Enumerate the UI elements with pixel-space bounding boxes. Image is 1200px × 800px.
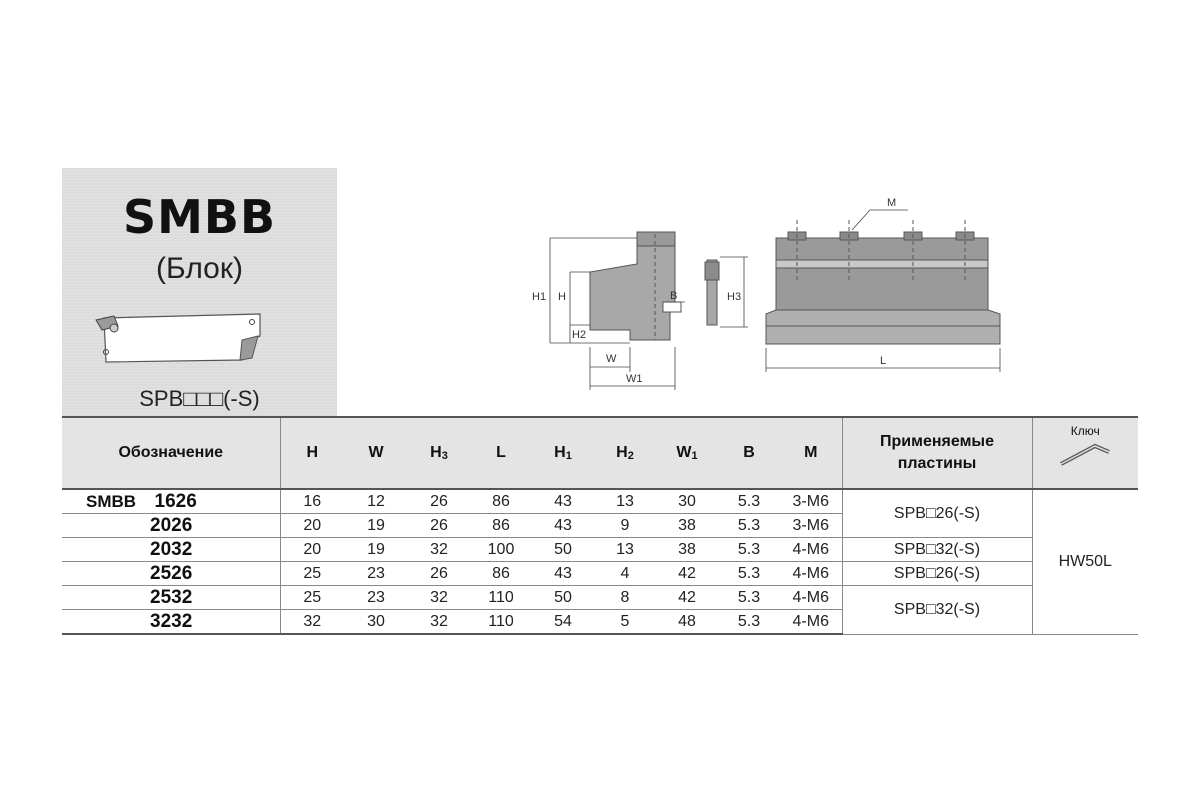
- header-w1: W1: [656, 417, 718, 489]
- brand-label: SMBB: [86, 491, 137, 511]
- label-w: W: [606, 353, 617, 365]
- header-h: H: [280, 417, 344, 489]
- header-l: L: [470, 417, 532, 489]
- model-2026: 2026: [150, 514, 193, 536]
- header-inserts: Применяемые пластины: [842, 417, 1032, 489]
- model-3232: 3232: [150, 610, 193, 632]
- block-technical-drawing: [520, 190, 1020, 390]
- model-2532: 2532: [150, 586, 193, 608]
- front-view: [766, 220, 1000, 344]
- label-h: H: [558, 291, 566, 303]
- header-key: Ключ: [1032, 417, 1138, 489]
- header-h2: H2: [594, 417, 656, 489]
- label-h1: H1: [532, 291, 547, 303]
- model-1626: 1626: [154, 490, 197, 512]
- product-subtitle: (Блок): [156, 252, 243, 285]
- table-row: 2026 20 19 26 86 43 9 38 5.3 3-M6: [62, 514, 1138, 538]
- table-row: 2532 25 23 32 110 50 8 42 5.3 4-M6 SPB□32(-S): [62, 586, 1138, 610]
- inserts-cell: SPB□26(-S): [842, 562, 1032, 586]
- header-h1: H1: [532, 417, 594, 489]
- table-row: 2526 25 23 26 86 43 4 42 5.3 4-M6 SPB□26(-S): [62, 562, 1138, 586]
- insert-caption: SPB□□□(-S): [139, 386, 260, 411]
- table-row: 3232 32 30 32 110 54 5 48 5.3 4-M6: [62, 610, 1138, 635]
- label-l: L: [880, 355, 887, 367]
- table-header-row: [62, 417, 1138, 489]
- inserts-cell: SPB□32(-S): [842, 538, 1032, 562]
- side-view: [590, 232, 681, 340]
- label-h2: H2: [572, 329, 587, 341]
- label-h3: H3: [727, 291, 742, 303]
- specifications-table: [62, 416, 1138, 635]
- header-h3: H3: [408, 417, 470, 489]
- label-b: B: [670, 290, 678, 302]
- table-row: SMBB 1626 16 12 26 86 43 13 30 5.3 3-M6 SPB□26(-S) HW50L: [62, 489, 1138, 514]
- model-2526: 2526: [150, 562, 193, 584]
- model-2032: 2032: [150, 538, 193, 560]
- insert-illustration: [92, 312, 267, 372]
- inserts-cell: SPB□32(-S): [842, 586, 1032, 635]
- header-w: W: [344, 417, 408, 489]
- label-m: M: [887, 197, 897, 209]
- header-b: B: [718, 417, 780, 489]
- header-m: M: [780, 417, 842, 489]
- hex-key-icon: [1055, 438, 1115, 468]
- inserts-cell: SPB□26(-S): [842, 489, 1032, 538]
- header-designation: Обозначение: [62, 417, 280, 489]
- table-row: 2032 20 19 32 100 50 13 38 5.3 4-M6 SPB□32(-S): [62, 538, 1138, 562]
- key-cell: HW50L: [1032, 489, 1138, 634]
- product-title: SMBB: [122, 190, 277, 244]
- label-w1: W1: [626, 373, 643, 385]
